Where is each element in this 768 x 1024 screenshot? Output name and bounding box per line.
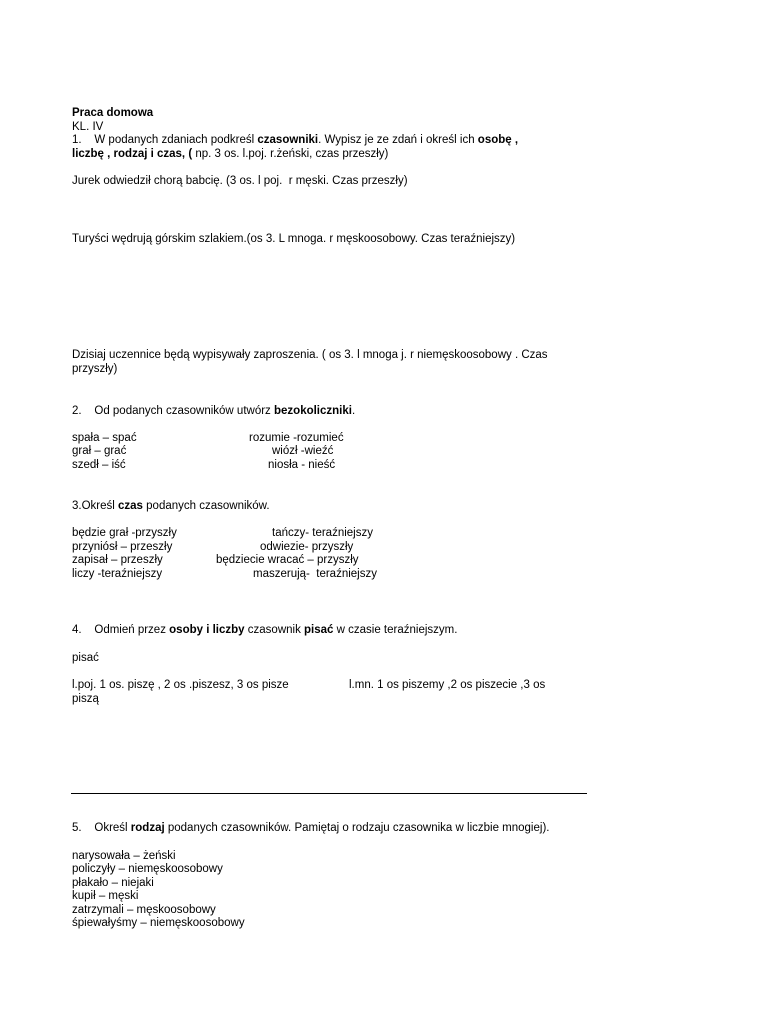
task2-right-item: rozumie -rozumieć xyxy=(249,432,344,444)
task2-left-item: szedł – iść xyxy=(72,459,126,471)
task3-left-item: zapisał – przeszły xyxy=(72,554,163,566)
task1-instruction-cont: liczbę , rodzaj i czas, ( np. 3 os. l.poj. r.żeński, czas przeszły) xyxy=(72,148,389,160)
task2-left-item: grał – grać xyxy=(72,445,127,457)
class-label: KL. IV xyxy=(72,121,104,133)
task2-right-item: niosła - nieść xyxy=(268,459,336,471)
task2-left-item: spała – spać xyxy=(72,432,137,444)
task4-singular: l.poj. 1 os. piszę , 2 os .piszesz, 3 os pisze xyxy=(72,679,289,691)
task2-instruction: 2. Od podanych czasowników utwórz bezokoliczniki. xyxy=(72,405,356,417)
task5-item: policzyły – niemęskoosobowy xyxy=(72,863,223,875)
task3-left-item: będzie grał -przyszły xyxy=(72,527,177,539)
task5-item: kupił – męski xyxy=(72,890,139,902)
task5-item: zatrzymali – męskoosobowy xyxy=(72,904,216,916)
task3-instruction: 3.Określ czas podanych czasowników. xyxy=(72,500,270,512)
task3-right-item: będziecie wracać – przyszły xyxy=(216,554,359,566)
task3-left-item: liczy -teraźniejszy xyxy=(72,568,163,580)
task4-instruction: 4. Odmień przez osoby i liczby czasownik pisać w czasie teraźniejszym. xyxy=(72,624,458,636)
horizontal-rule xyxy=(71,793,587,794)
task4-plural-cont: piszą xyxy=(72,693,99,705)
doc-title: Praca domowa xyxy=(72,107,154,119)
task4-verb: pisać xyxy=(72,652,99,664)
task3-left-item: przyniósł – przeszły xyxy=(72,541,173,553)
task5-item: narysowała – żeński xyxy=(72,850,176,862)
task4-plural: l.mn. 1 os piszemy ,2 os piszecie ,3 os xyxy=(349,679,546,691)
task1-sentence-2: Turyści wędrują górskim szlakiem.(os 3. L mnoga. r męskoosobowy. Czas teraźniejszy) xyxy=(72,233,516,245)
task1-sentence-3: Dzisiaj uczennice będą wypisywały zaproszenia. ( os 3. l mnoga j. r niemęskoosobowy . Czas xyxy=(72,349,548,361)
task5-item: płakało – niejaki xyxy=(72,877,154,889)
task3-right-item: tańczy- teraźniejszy xyxy=(272,527,373,539)
task3-right-item: odwiezie- przyszły xyxy=(260,541,354,553)
task2-right-item: wiózł -wieźć xyxy=(272,445,334,457)
task1-sentence-3-cont: przyszły) xyxy=(72,363,118,375)
task5-item: śpiewałyśmy – niemęskoosobowy xyxy=(72,917,245,929)
task1-instruction: 1. W podanych zdaniach podkreśl czasowniki. Wypisz je ze zdań i określ ich osobę , xyxy=(72,134,519,146)
task5-instruction: 5. Określ rodzaj podanych czasowników. Pamiętaj o rodzaju czasownika w liczbie mnogiej). xyxy=(72,822,550,834)
task3-right-item: maszerują- teraźniejszy xyxy=(253,568,377,580)
task1-sentence-1: Jurek odwiedził chorą babcię. (3 os. l poj. r męski. Czas przeszły) xyxy=(72,175,408,187)
